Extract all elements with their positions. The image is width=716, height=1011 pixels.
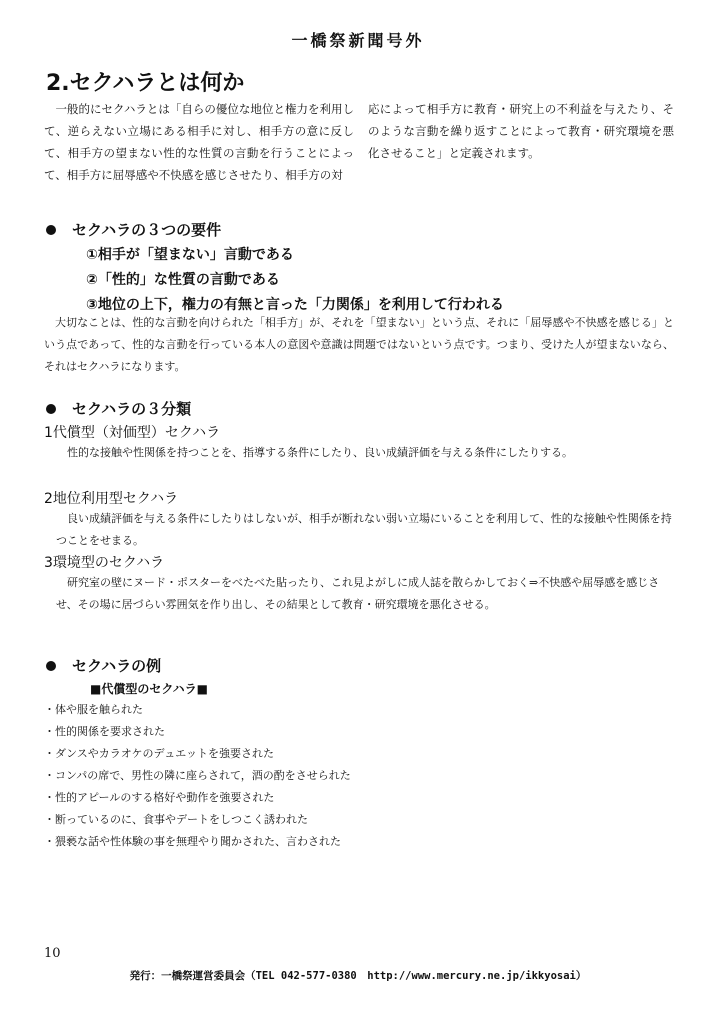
bullet-icon xyxy=(46,404,56,414)
newspaper-header: 一橋祭新聞号外 xyxy=(291,31,425,50)
list-item: ・性的関係を要求された xyxy=(44,725,165,738)
page-number: 10 xyxy=(44,946,61,961)
list-item: ・断っているのに、食事やデートをしつこく誘われた xyxy=(44,813,308,826)
requirements-heading: セクハラの３つの要件 xyxy=(46,219,221,240)
list-item: ・体や服を触られた xyxy=(44,703,143,716)
requirement-item: ②「性的」な性質の言動である xyxy=(86,272,280,288)
intro-column-2: 応によって相手方に教育・研究上の不利益を与えたり、そのような言動を繰り返すことによって教育・研究環境を悪化させること」と定義されます。 xyxy=(368,102,674,160)
list-item: ・ダンスやカラオケのデュエットを強要された xyxy=(44,747,275,760)
bullet-icon xyxy=(46,225,56,235)
list-item: ・コンパの席で、男性の隣に座らされて，酒の酌をさせられた xyxy=(44,769,351,782)
classification-desc: 性的な接触や性関係を持つことを、指導する条件にしたり、良い成績評価を与える条件にしたりする。 xyxy=(67,446,573,459)
examples-subheading: ■代償型のセクハラ■ xyxy=(90,682,208,696)
classification-title: 2地位利用型セクハラ xyxy=(44,491,179,507)
classification-desc: 良い成績評価を与える条件にしたりはしないが、相手が断れない弱い立場にいることを利用して、性的な接触や性関係を持つことをせまる。 xyxy=(56,512,672,547)
examples-heading: セクハラの例 xyxy=(46,655,161,676)
classification-title: 1代償型（対価型）セクハラ xyxy=(44,425,221,441)
requirement-item: ③地位の上下，権力の有無と言った「力関係」を利用して行われる xyxy=(86,297,504,313)
classification-desc: 研究室の壁にヌード・ポスターをべたべた貼ったり、これ見よがしに成人誌を散らかしておく⇒不快感や屈辱感を感じさせ、その場に居づらい雰囲気を作り出し、その結果として教育・研究環境を悪化させる。 xyxy=(56,576,660,611)
classification-heading: セクハラの３分類 xyxy=(46,398,191,419)
intro-column-1: 一般的にセクハラとは「自らの優位な地位と権力を利用して、逆らえない立場にある相手に対し、相手方の意に反して、相手方の望まない性的な性質の言動を行うことによって、相手方に屈辱感や不快感を感じさせたり、相手方の対 xyxy=(44,102,354,182)
publisher-footer: 発行：一橋祭運営委員会（TEL 042-577-0380 http://www.mercury.ne.jp/ikkyosai） xyxy=(129,970,587,982)
requirements-paragraph: 大切なことは、性的な言動を向けられた「相手方」が、それを「望まない」という点、それに「屈辱感や不快感を感じる」という点であって、性的な言動を行っている本人の意図や意識は問題ではないという点です。つまり、受けた人が望まないなら、それはセクハラになります。 xyxy=(44,316,674,373)
examples-list xyxy=(44,699,351,853)
classification-title: 3環境型のセクハラ xyxy=(44,555,165,571)
section-title: 2.セクハラとは何か xyxy=(46,71,245,96)
requirement-item: ①相手が「望まない」言動である xyxy=(86,247,294,263)
list-item: ・猥褻な話や性体験の事を無理やり聞かされた、言わされた xyxy=(44,835,341,848)
bullet-icon xyxy=(46,661,56,671)
list-item: ・性的アピールのする格好や動作を強要された xyxy=(44,791,275,804)
